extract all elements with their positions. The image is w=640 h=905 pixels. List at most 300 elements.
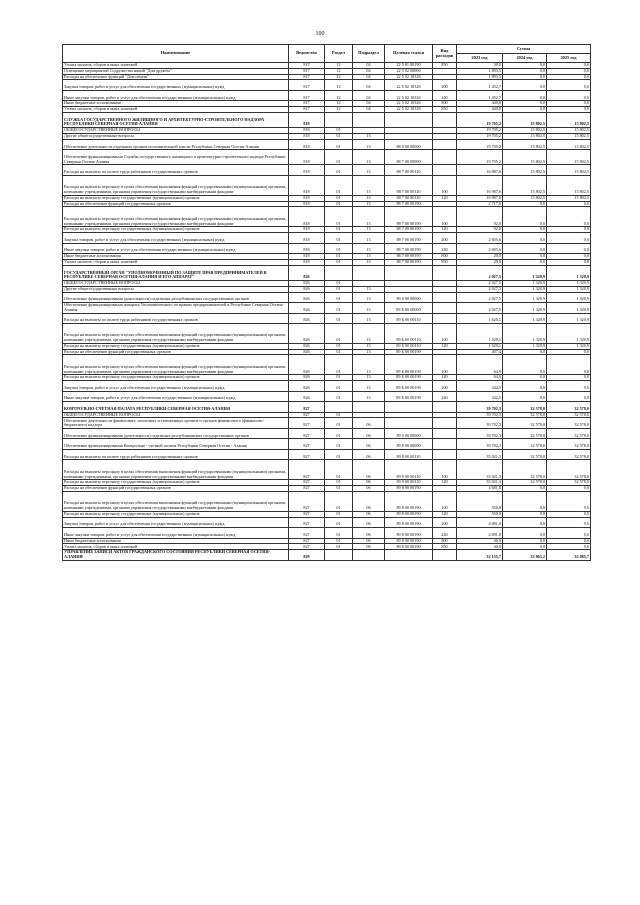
row-section: 01	[325, 292, 353, 303]
row-ministry: 818	[289, 243, 325, 254]
row-target-item: 89 Б 00 00190	[385, 349, 433, 355]
row-sum-2024: 15 802,5	[503, 195, 547, 201]
row-name: Уплата налогов, сборов и иных платежей	[63, 544, 289, 550]
row-subsection: 04	[353, 107, 385, 113]
row-subsection: 13	[353, 381, 385, 392]
row-section: 01	[325, 165, 353, 176]
row-expense-type: 800	[433, 101, 457, 107]
row-name: Расходы на выплаты по оплате труда работников государственных органов	[63, 165, 289, 176]
row-sum-2025: 1 320,9	[547, 280, 591, 286]
row-sum-2023: 16 987,6	[457, 165, 503, 176]
row-section: 01	[325, 195, 353, 201]
row-expense-type: 200	[433, 381, 457, 392]
row-sum-2023: 16 987,6	[457, 175, 503, 195]
row-subsection	[353, 112, 385, 127]
row-sum-2024: 0,0	[503, 538, 547, 544]
row-expense-type: 100	[433, 491, 457, 511]
row-sum-2023: 2 027,5	[457, 286, 503, 292]
row-ministry: 817	[289, 80, 325, 91]
row-section: 01	[325, 207, 353, 227]
row-sum-2023: 4 091,0	[457, 517, 503, 528]
row-name: Расходы на выплаты персоналу в целях обеспечения выполнения функций государственными (муниципальными) органами, казенными учреждениями, органами управления государственными внебюджетными фондами	[63, 491, 289, 511]
row-sum-2025: 0,0	[547, 486, 591, 492]
row-expense-type	[433, 439, 457, 450]
row-target-item: 22 5 02 10326	[385, 107, 433, 113]
row-sum-2025: 15 802,5	[547, 165, 591, 176]
row-sum-2023: 1 620,1	[457, 343, 503, 349]
row-ministry: 827	[289, 538, 325, 544]
row-sum-2024: 0,0	[503, 90, 547, 101]
row-ministry: 827	[289, 428, 325, 439]
row-sum-2023: 2 717,6	[457, 201, 503, 207]
row-expense-type: 240	[433, 528, 457, 539]
row-subsection: 13	[353, 286, 385, 292]
row-section: 01	[325, 375, 353, 381]
row-subsection: 13	[353, 349, 385, 355]
row-sum-2023: 2 605,6	[457, 243, 503, 254]
row-target-item: 89 Б 00 00110	[385, 343, 433, 349]
row-sum-2024: 0,0	[503, 63, 547, 69]
row-subsection: 13	[353, 254, 385, 260]
row-subsection: 13	[353, 355, 385, 375]
row-name: Расходы на выплаты персоналу в целях обеспечения выполнения функций государственными (муниципальными) органами, казенными учреждениями, органами управления государственными внебюджетными фондами	[63, 324, 289, 344]
row-sum-2023: 550,0	[457, 491, 503, 511]
row-target-item: 88 7 00 00190	[385, 233, 433, 244]
row-sum-2025: 0,0	[547, 74, 591, 80]
row-sum-2023: 342,5	[457, 391, 503, 402]
header-target-item: Целевая статья	[385, 45, 433, 63]
row-section: 12	[325, 74, 353, 80]
page-number: 100	[315, 31, 325, 37]
row-sum-2024: 32 578,0	[503, 412, 547, 418]
row-target-item: 89 Б 00 00000	[385, 303, 433, 314]
row-sum-2024: 0,0	[503, 233, 547, 244]
row-name: Расходы на обеспечение функций государственных органов	[63, 486, 289, 492]
row-sum-2024: 0,0	[503, 201, 547, 207]
header-name: Наименование	[63, 45, 289, 63]
row-expense-type: 200	[433, 80, 457, 91]
row-sum-2024: 0,0	[503, 68, 547, 74]
table-row	[63, 150, 591, 165]
row-ministry: 818	[289, 207, 325, 227]
row-sum-2023: 39 702,3	[457, 412, 503, 418]
row-ministry: 827	[289, 517, 325, 528]
row-sum-2025: 0,0	[547, 391, 591, 402]
row-ministry: 826	[289, 355, 325, 375]
row-ministry: 826	[289, 375, 325, 381]
row-target-item: 22 5 02 10326	[385, 90, 433, 101]
row-target-item: 89 Б 00 00190	[385, 355, 433, 375]
row-name: Расходы на выплаты по оплате труда работников государственных органов	[63, 313, 289, 324]
row-sum-2025: 15 802,5	[547, 175, 591, 195]
row-sum-2023: 4 091,0	[457, 528, 503, 539]
row-expense-type: 200	[433, 517, 457, 528]
row-subsection: 13	[353, 150, 385, 165]
row-section: 01	[325, 303, 353, 314]
row-ministry: 818	[289, 227, 325, 233]
row-name: УПРАВЛЕНИЕ ЗАПИСИ АКТОВ ГРАЖДАНСКОГО СОСТОЯНИЯ РЕСПУБЛИКИ СЕВЕРНАЯ ОСЕТИЯ-АЛАНИЯ	[63, 550, 289, 561]
row-sum-2025: 1 320,9	[547, 303, 591, 314]
row-sum-2024: 0,0	[503, 355, 547, 375]
row-sum-2024: 15 802,5	[503, 175, 547, 195]
row-subsection: 06	[353, 528, 385, 539]
table-row	[63, 439, 591, 450]
row-subsection: 04	[353, 63, 385, 69]
row-name: Расходы на выплаты персоналу государственных (муниципальных) органов	[63, 480, 289, 486]
row-expense-type	[433, 150, 457, 165]
row-sum-2024: 32 578,0	[503, 480, 547, 486]
row-name: ОБЩЕГОСУДАРСТВЕННЫЕ ВОПРОСЫ	[63, 128, 289, 134]
row-sum-2025: 0,0	[547, 375, 591, 381]
row-sum-2023: 16 987,6	[457, 195, 503, 201]
row-sum-2025: 32 578,0	[547, 412, 591, 418]
row-ministry: 818	[289, 128, 325, 134]
row-section: 12	[325, 68, 353, 74]
row-target-item: 88 7 00 00190	[385, 201, 433, 207]
table-row	[63, 428, 591, 439]
row-subsection: 04	[353, 80, 385, 91]
row-sum-2024: 32 578,0	[503, 439, 547, 450]
row-sum-2024: 0,0	[503, 243, 547, 254]
row-sum-2025: 32 578,0	[547, 418, 591, 429]
row-subsection: 13	[353, 391, 385, 402]
row-ministry: 827	[289, 486, 325, 492]
row-subsection: 13	[353, 227, 385, 233]
row-sum-2025: 0,0	[547, 207, 591, 227]
row-subsection: 13	[353, 233, 385, 244]
row-sum-2023: 19 705,2	[457, 112, 503, 127]
row-name: Закупка товаров, работ и услуг для обеспечения государственных (муниципальных) нужд	[63, 80, 289, 91]
row-expense-type: 240	[433, 391, 457, 402]
row-subsection	[353, 402, 385, 413]
row-section: 01	[325, 412, 353, 418]
row-sum-2023: 20,0	[457, 254, 503, 260]
row-target-item: 88 7 00 00190	[385, 259, 433, 265]
row-target-item: 88 0 00 00000	[385, 139, 433, 150]
row-sum-2025: 0,0	[547, 511, 591, 517]
row-name: Уплата налогов, сборов и иных платежей	[63, 107, 289, 113]
row-name: Закупка товаров, работ и услуг для обеспечения государственных (муниципальных) нужд	[63, 233, 289, 244]
row-expense-type: 120	[433, 480, 457, 486]
row-sum-2025: 0,0	[547, 491, 591, 511]
row-subsection: 06	[353, 491, 385, 511]
table-row	[63, 491, 591, 511]
row-target-item: 89 8 00 00190	[385, 528, 433, 539]
row-name: Расходы на выплаты по оплате труда работников государственных органов	[63, 449, 289, 460]
row-ministry: 827	[289, 544, 325, 550]
row-sum-2025: 32 578,0	[547, 439, 591, 450]
row-sum-2023: 1 620,1	[457, 313, 503, 324]
row-subsection: 04	[353, 101, 385, 107]
row-sum-2024: 0,0	[503, 349, 547, 355]
row-target-item: 89 8 00 00190	[385, 538, 433, 544]
row-expense-type: 100	[433, 207, 457, 227]
row-name: Расходы на обеспечение функций государственных органов	[63, 349, 289, 355]
header-sum: Сумма	[457, 45, 591, 54]
row-target-item: 22 5 02 00000	[385, 68, 433, 74]
row-name: Расходы на выплаты персоналу государственных (муниципальных) органов	[63, 195, 289, 201]
table-row	[63, 418, 591, 429]
row-sum-2023: 35 021,3	[457, 480, 503, 486]
row-sum-2023: 1 452,7	[457, 80, 503, 91]
row-sum-2024: 15 802,5	[503, 139, 547, 150]
row-target-item	[385, 402, 433, 413]
row-sum-2025: 0,0	[547, 355, 591, 375]
row-sum-2024: 0,0	[503, 544, 547, 550]
row-ministry: 817	[289, 101, 325, 107]
row-ministry: 817	[289, 63, 325, 69]
row-section: 01	[325, 439, 353, 450]
row-subsection: 13	[353, 313, 385, 324]
row-name: Иные закупки товаров, работ и услуг для обеспечения государственных (муниципальных) нужд	[63, 243, 289, 254]
row-subsection: 06	[353, 418, 385, 429]
row-name: Обеспечение функционирования (деятельности) отдельных республиканских государственных органов	[63, 428, 289, 439]
row-ministry: 817	[289, 107, 325, 113]
row-target-item: 89 8 00 00110	[385, 460, 433, 480]
row-subsection: 06	[353, 544, 385, 550]
row-ministry: 827	[289, 460, 325, 480]
table-row	[63, 165, 591, 176]
row-subsection: 13	[353, 207, 385, 227]
table-body	[63, 63, 591, 561]
row-subsection: 13	[353, 243, 385, 254]
row-target-item: 89 8 00 00190	[385, 544, 433, 550]
row-ministry: 827	[289, 412, 325, 418]
row-name: Расходы на обеспечение функций "Дом печати"	[63, 74, 289, 80]
row-ministry: 818	[289, 233, 325, 244]
row-sum-2025: 15 802,5	[547, 133, 591, 139]
row-sum-2023: 2 027,5	[457, 303, 503, 314]
row-ministry: 818	[289, 165, 325, 176]
row-name: Иные бюджетные ассигнования	[63, 538, 289, 544]
row-sum-2025: 0,0	[547, 68, 591, 74]
table-row	[63, 303, 591, 314]
row-target-item: 89 Б 00 00110	[385, 324, 433, 344]
row-section: 01	[325, 139, 353, 150]
row-sum-2023: 19 705,2	[457, 133, 503, 139]
row-section: 01	[325, 280, 353, 286]
row-sum-2024: 1 320,9	[503, 303, 547, 314]
row-target-item: 89 0 00 00000	[385, 292, 433, 303]
table-row	[63, 449, 591, 460]
row-sum-2024: 1 320,9	[503, 265, 547, 280]
row-target-item: 89 8 00 00190	[385, 511, 433, 517]
row-sum-2025: 1 320,9	[547, 324, 591, 344]
row-target-item: 89 Б 00 00110	[385, 313, 433, 324]
row-target-item: 22 5 02 10326	[385, 74, 433, 80]
row-sum-2024: 33 863,2	[503, 550, 547, 561]
table-row	[63, 391, 591, 402]
row-sum-2023: 2 027,5	[457, 280, 503, 286]
row-target-item: 89 8 00 00190	[385, 486, 433, 492]
row-sum-2025: 1 320,9	[547, 265, 591, 280]
row-subsection: 06	[353, 517, 385, 528]
row-ministry: 826	[289, 313, 325, 324]
table-row	[63, 517, 591, 528]
row-subsection: 13	[353, 195, 385, 201]
row-sum-2023: 19 705,2	[457, 128, 503, 134]
row-sum-2023: 550,0	[457, 511, 503, 517]
row-sum-2025: 32 578,0	[547, 480, 591, 486]
row-ministry: 818	[289, 150, 325, 165]
row-sum-2023: 4 681,0	[457, 486, 503, 492]
row-ministry: 818	[289, 195, 325, 201]
row-sum-2024: 1 320,9	[503, 280, 547, 286]
row-name: Другие общегосударственные вопросы	[63, 133, 289, 139]
row-sum-2024: 32 578,0	[503, 449, 547, 460]
row-subsection: 13	[353, 375, 385, 381]
row-sum-2024: 1 320,9	[503, 313, 547, 324]
row-name: Расходы на выплаты персоналу в целях обеспечения выполнения функций государственными (муниципальными) органами, казенными учреждениями, органами управления государственными внебюджетными фондами	[63, 175, 289, 195]
row-sum-2024: 32 578,0	[503, 402, 547, 413]
row-ministry: 827	[289, 418, 325, 429]
row-ministry: 827	[289, 528, 325, 539]
row-name: КОНТРОЛЬНО-СЧЕТНАЯ ПАЛАТА РЕСПУБЛИКИ СЕВЕРНАЯ ОСЕТИЯ-АЛАНИЯ	[63, 402, 289, 413]
row-subsection: 06	[353, 460, 385, 480]
row-section: 01	[325, 544, 353, 550]
row-subsection: 13	[353, 175, 385, 195]
row-section: 01	[325, 449, 353, 460]
row-section: 01	[325, 233, 353, 244]
row-ministry: 826	[289, 391, 325, 402]
row-name: Уплата налогов, сборов и иных платежей	[63, 259, 289, 265]
row-section: 01	[325, 511, 353, 517]
row-sum-2023: 39 702,3	[457, 428, 503, 439]
row-sum-2023: 1 893,5	[457, 74, 503, 80]
row-expense-type: 850	[433, 544, 457, 550]
row-sum-2023: 2 027,5	[457, 265, 503, 280]
row-section: 01	[325, 480, 353, 486]
row-ministry: 818	[289, 112, 325, 127]
budget-table	[62, 44, 591, 561]
row-name: Расходы на выплаты персоналу в целях обеспечения выполнения функций государственными (муниципальными) органами, казенными учреждениями, органами управления государственными внебюджетными фондами	[63, 460, 289, 480]
row-sum-2024: 32 578,0	[503, 460, 547, 480]
row-subsection	[353, 550, 385, 561]
row-subsection: 04	[353, 90, 385, 101]
row-section: 01	[325, 349, 353, 355]
row-expense-type	[433, 303, 457, 314]
row-target-item: 89 8 00 00190	[385, 517, 433, 528]
row-target-item	[385, 550, 433, 561]
row-name: ОБЩЕГОСУДАРСТВЕННЫЕ ВОПРОСЫ	[63, 412, 289, 418]
row-ministry: 826	[289, 324, 325, 344]
row-section: 01	[325, 175, 353, 195]
row-target-item: 22 5 02 10326	[385, 101, 433, 107]
row-sum-2023: 19 705,2	[457, 139, 503, 150]
row-ministry: 826	[289, 349, 325, 355]
row-section: 12	[325, 90, 353, 101]
row-ministry: 827	[289, 449, 325, 460]
header-year-2023: 2023 год	[457, 54, 503, 63]
row-section: 01	[325, 418, 353, 429]
row-sum-2024: 1 320,9	[503, 324, 547, 344]
row-name: Обеспечение функционирования аппарата Уполномоченного по правам предпринимателей в Республике Северная Осетия-Алания	[63, 303, 289, 314]
row-name: ГОСУДАРСТВЕННЫЙ ОРГАН "УПОЛНОМОЧЕННЫЙ ПО ЗАЩИТЕ ПРАВ ПРЕДПРИНИМАТЕЛЕЙ В РЕСПУБЛИКЕ СЕВЕРНАЯ ОСЕТИЯ-АЛАНИЯ И ЕГО АППАРАТ"	[63, 265, 289, 280]
row-sum-2023: 342,5	[457, 381, 503, 392]
row-section: 01	[325, 538, 353, 544]
row-section: 12	[325, 101, 353, 107]
row-section: 01	[325, 150, 353, 165]
table-row	[63, 243, 591, 254]
row-subsection: 06	[353, 449, 385, 460]
row-expense-type: 850	[433, 107, 457, 113]
row-sum-2023: 92,0	[457, 227, 503, 233]
row-subsection: 06	[353, 439, 385, 450]
row-name: ОБЩЕГОСУДАРСТВЕННЫЕ ВОПРОСЫ	[63, 280, 289, 286]
row-name: Расходы на выплаты персоналу в целях обеспечения выполнения функций государственными (муниципальными) органами, казенными учреждениями, органами управления государственными внебюджетными фондами	[63, 207, 289, 227]
row-ministry: 818	[289, 139, 325, 150]
row-name: Иные закупки товаров, работ и услуг для обеспечения государственных (муниципальных) нужд	[63, 391, 289, 402]
header-ministry: Ведомство	[289, 45, 325, 63]
row-target-item	[385, 265, 433, 280]
row-target-item: 89 Б 00 00190	[385, 391, 433, 402]
row-sum-2025: 15 802,5	[547, 150, 591, 165]
row-sum-2025: 1 320,9	[547, 313, 591, 324]
row-section: 01	[325, 286, 353, 292]
row-ministry: 827	[289, 439, 325, 450]
row-subsection: 13	[353, 259, 385, 265]
row-ministry: 826	[289, 303, 325, 314]
row-expense-type: 100	[433, 324, 457, 344]
row-expense-type	[433, 402, 457, 413]
row-name: Закупка товаров, работ и услуг для обеспечения государственных (муниципальных) нужд	[63, 381, 289, 392]
row-sum-2023: 2 605,6	[457, 233, 503, 244]
row-name: Закупка товаров, работ и услуг для обеспечения государственных (муниципальных) нужд	[63, 517, 289, 528]
row-name: Расходы на выплаты персоналу государственных (муниципальных) органов	[63, 375, 289, 381]
row-sum-2024: 0,0	[503, 517, 547, 528]
row-ministry: 818	[289, 175, 325, 195]
row-expense-type	[433, 428, 457, 439]
row-name: Другие общегосударственные вопросы	[63, 286, 289, 292]
row-sum-2023: 19 705,2	[457, 150, 503, 165]
row-sum-2025: 15 802,5	[547, 128, 591, 134]
row-section: 01	[325, 528, 353, 539]
row-section: 01	[325, 343, 353, 349]
row-sum-2024: 0,0	[503, 74, 547, 80]
row-section: 01	[325, 324, 353, 344]
row-section: 01	[325, 259, 353, 265]
row-sum-2024: 15 802,5	[503, 128, 547, 134]
row-section: 01	[325, 128, 353, 134]
row-sum-2023: 440,8	[457, 107, 503, 113]
row-name: Обеспечение функционирования Службы государственного жилищного и архитектурно-строительного надзора Республики Северная Осетия-Алания	[63, 150, 289, 165]
row-expense-type: 120	[433, 343, 457, 349]
row-sum-2024: 0,0	[503, 254, 547, 260]
row-expense-type	[433, 292, 457, 303]
row-section: 01	[325, 460, 353, 480]
row-expense-type	[433, 313, 457, 324]
table-row	[63, 550, 591, 561]
row-expense-type: 100	[433, 355, 457, 375]
row-sum-2024: 0,0	[503, 381, 547, 392]
table-row	[63, 139, 591, 150]
row-sum-2024: 32 578,0	[503, 428, 547, 439]
row-sum-2023: 20,0	[457, 259, 503, 265]
row-target-item: 89 0 00 00000	[385, 428, 433, 439]
row-sum-2024: 1 320,9	[503, 343, 547, 349]
row-sum-2023: 64,9	[457, 375, 503, 381]
row-subsection: 06	[353, 538, 385, 544]
row-expense-type: 120	[433, 375, 457, 381]
row-sum-2024: 15 802,5	[503, 165, 547, 176]
row-sum-2025: 0,0	[547, 63, 591, 69]
row-sum-2025: 0,0	[547, 101, 591, 107]
row-section: 01	[325, 491, 353, 511]
row-section: 12	[325, 63, 353, 69]
row-expense-type: 200	[433, 233, 457, 244]
row-ministry: 817	[289, 68, 325, 74]
row-sum-2023: 39 702,3	[457, 439, 503, 450]
